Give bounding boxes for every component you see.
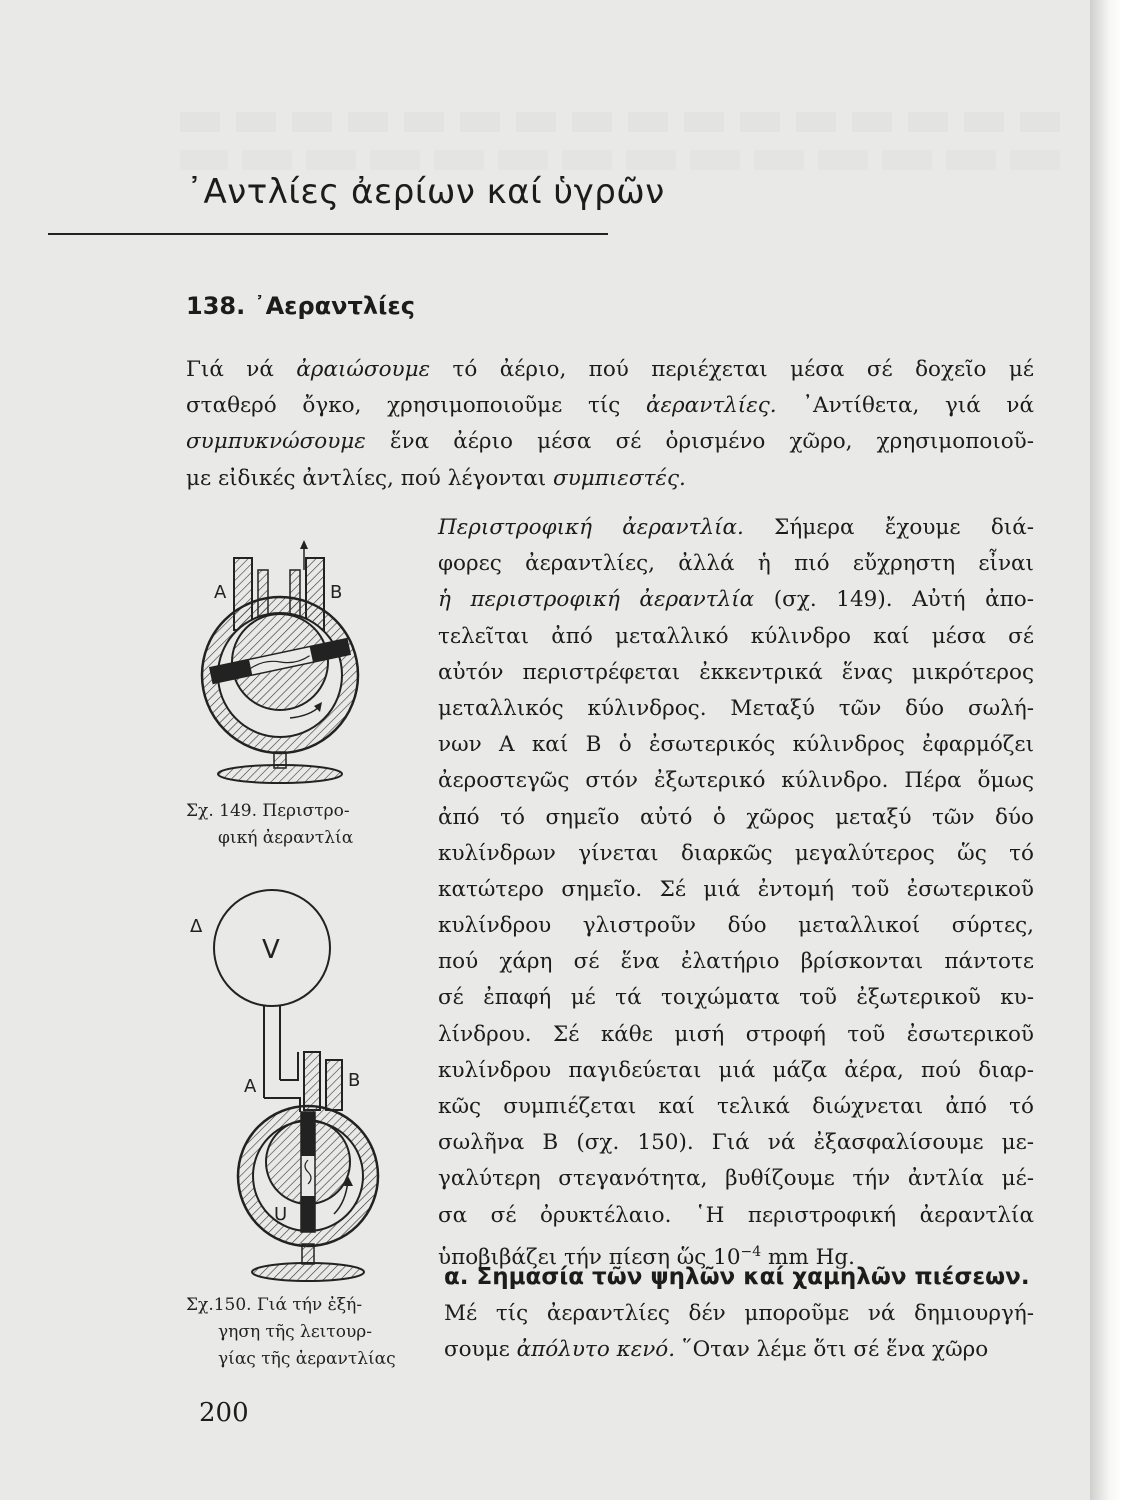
chapter-title: ᾿Αντλίες ἀερίων καί ὑγρῶν (186, 172, 665, 212)
text-line (186, 352, 1034, 388)
text-segment: ᾿Αντίθετα, γιά νά (776, 393, 1035, 419)
italic-term: ἀπόλυτο κενό. (516, 1337, 676, 1363)
text-segment: με εἰδικές ἀντλίες, πού λέγονται (186, 465, 554, 491)
fig150-label-u: U (274, 1204, 288, 1225)
text-segment: κυλίνδρου γλιστροῦν δύο μεταλλικοί σύρτες, (438, 913, 1034, 939)
text-line (438, 1161, 1034, 1197)
text-line (438, 546, 1034, 582)
text-segment: σωλῆνα Β (σχ. 150). Γιά νά ἐξασφαλίσουμε με- (438, 1130, 1034, 1156)
intro-paragraph (186, 352, 1034, 497)
text-segment: πού χάρη σέ ἕνα ἐλατήριο βρίσκονται πάντοτε (438, 949, 1034, 975)
text-line (438, 836, 1034, 872)
text-line (438, 763, 1034, 799)
text-segment: σταθερό ὄγκο, χρησιμοποιοῦμε τίς (186, 393, 646, 419)
italic-term: συμπιεστές. (553, 465, 686, 491)
page-edge-shadow (1090, 0, 1122, 1500)
fig150-label-a: Α (244, 1076, 257, 1097)
chapter-rule (48, 233, 608, 235)
fig149-label-b: Β (330, 582, 343, 603)
text-segment: κυλίνδρου παγιδεύεται μιά μάζα ἀέρα, πού διαρ- (438, 1057, 1034, 1083)
text-segment: τό ἀέριο, πού περιέχεται μέσα σέ δοχεῖο μέ (430, 357, 1035, 382)
text-segment: σα σέ ὀρυκτέλαιο. ῾Η περιστροφική ἀεραντλία (438, 1202, 1034, 1228)
caption-line: γηση τῆς λειτουρ- (218, 1322, 373, 1342)
italic-term: ἀεραντλίες. (645, 393, 777, 419)
text-segment: ἕνα ἀέριο μέσα σέ ὁρισμένο χῶρο, χρησιμοποιοῦ- (365, 429, 1034, 455)
text-segment: κῶς συμπιέζεται καί τελικά διώχνεται ἀπό τό (438, 1094, 1034, 1119)
text-line (438, 727, 1034, 763)
text-line (438, 872, 1034, 908)
text-line (438, 655, 1034, 691)
caption-line: Σχ. 149. Περιστρο- (186, 801, 350, 821)
subsection-title: α. Σημασία τῶν ψηλῶν καί χαμηλῶν πιέσεων. (444, 1264, 1030, 1290)
caption-line: φική ἀεραντλία (218, 828, 354, 848)
bleed-through (180, 112, 1060, 132)
figure-150-pump-explanation-diagram (188, 880, 388, 1290)
text-line (438, 1125, 1034, 1161)
text-line (438, 510, 1034, 546)
page-number: 200 (199, 1398, 249, 1428)
text-segment: μεταλλικός κύλινδρος. Μεταξύ τῶν δύο σωλή- (438, 695, 1034, 721)
text-segment: αὐτόν περιστρέφεται ἐκκεντρικά ἕνας μικρότερος (438, 659, 1034, 685)
text-segment: κατώτερο σημεῖο. Σέ μιά ἐντομή τοῦ ἐσωτερικοῦ (438, 876, 1034, 902)
figure-149-caption (186, 798, 401, 852)
text-segment: νων Α καί Β ὁ ἐσωτερικός κύλινδρος ἐφαρμόζει (438, 732, 1034, 758)
text-line (438, 800, 1034, 836)
italic-term: ἡ περιστροφική ἀεραντλία (438, 587, 755, 613)
text-segment: γαλύτερη στεγανότητα, βυθίζουμε τήν ἀντλία μέ- (438, 1166, 1034, 1192)
exponent: −4 (740, 1243, 762, 1260)
text-line (438, 944, 1034, 980)
fig150-label-v: V (262, 935, 280, 965)
text-segment: ῞Οταν λέμε ὅτι σέ ἕνα χῶρο (675, 1337, 989, 1363)
text-line (186, 424, 1034, 460)
text-segment: σουμε (444, 1337, 517, 1363)
text-segment: Γιά νά (186, 357, 297, 382)
text-segment: Σήμερα ἔχουμε διά- (743, 515, 1034, 540)
italic-term: συμπυκνώσουμε (186, 429, 366, 455)
fig150-label-delta: Δ (190, 916, 203, 937)
text-line (438, 1053, 1034, 1089)
text-line (438, 1089, 1034, 1125)
italic-term: Περιστροφική ἀεραντλία. (438, 515, 744, 540)
text-line (444, 1296, 1034, 1332)
caption-line: Σχ.150. Γιά τήν ἐξή- (186, 1295, 363, 1315)
text-segment: λίνδρου. Σέ κάθε μισή στροφή τοῦ ἐσωτερικοῦ (438, 1021, 1034, 1047)
text-line (438, 1017, 1034, 1053)
text-line (438, 582, 1034, 618)
text-line (438, 980, 1034, 1016)
text-segment: κυλίνδρων γίνεται διαρκῶς μεγαλύτερος ὥς τό (438, 840, 1034, 866)
text-segment: ἀεροστεγῶς στόν ἐξωτερικό κύλινδρο. Πέρα ὅμως (438, 768, 1034, 794)
text-line (438, 908, 1034, 944)
bleed-through (180, 150, 1060, 170)
text-line (444, 1332, 1034, 1368)
text-segment: τελεῖται ἀπό μεταλλικό κύλινδρο καί μέσα σέ (438, 623, 1034, 649)
text-line (186, 388, 1034, 424)
rotary-pump-paragraph (438, 510, 1034, 1270)
text-line (438, 1198, 1034, 1234)
text-segment: Μέ τίς ἀεραντλίες δέν μποροῦμε νά δημιουργή- (444, 1301, 1034, 1326)
text-segment: σέ ἐπαφή μέ τά τοιχώματα τοῦ ἐξωτερικοῦ κυ- (438, 985, 1034, 1011)
closing-paragraph (444, 1296, 1034, 1368)
fig149-label-a: Α (214, 582, 227, 603)
text-segment: ἀπό τό σημεῖο αὐτό ὁ χῶρος μεταξύ τῶν δύο (438, 804, 1034, 830)
italic-term: ἀραιώσουμε (296, 357, 431, 382)
text-segment: φορες ἀεραντλίες, ἀλλά ἡ πιό εὔχρηστη εἶναι (438, 551, 1034, 577)
text-segment: (σχ. 149). Αὐτή ἀπο- (754, 587, 1034, 613)
figure-149-rotary-pump-diagram (190, 540, 370, 790)
figure-150-caption (186, 1292, 411, 1373)
caption-line: γίας τῆς ἀεραντλίας (218, 1349, 396, 1369)
text-segment: mm Hg. (761, 1244, 855, 1270)
text-line (186, 461, 1034, 497)
text-segment: ὑποβιβάζει τήν πίεση ὥς 10 (438, 1244, 741, 1270)
fig150-label-b: Β (348, 1070, 361, 1091)
section-title: 138. ᾿Αεραντλίες (186, 292, 415, 320)
text-line (438, 691, 1034, 727)
text-line (438, 619, 1034, 655)
